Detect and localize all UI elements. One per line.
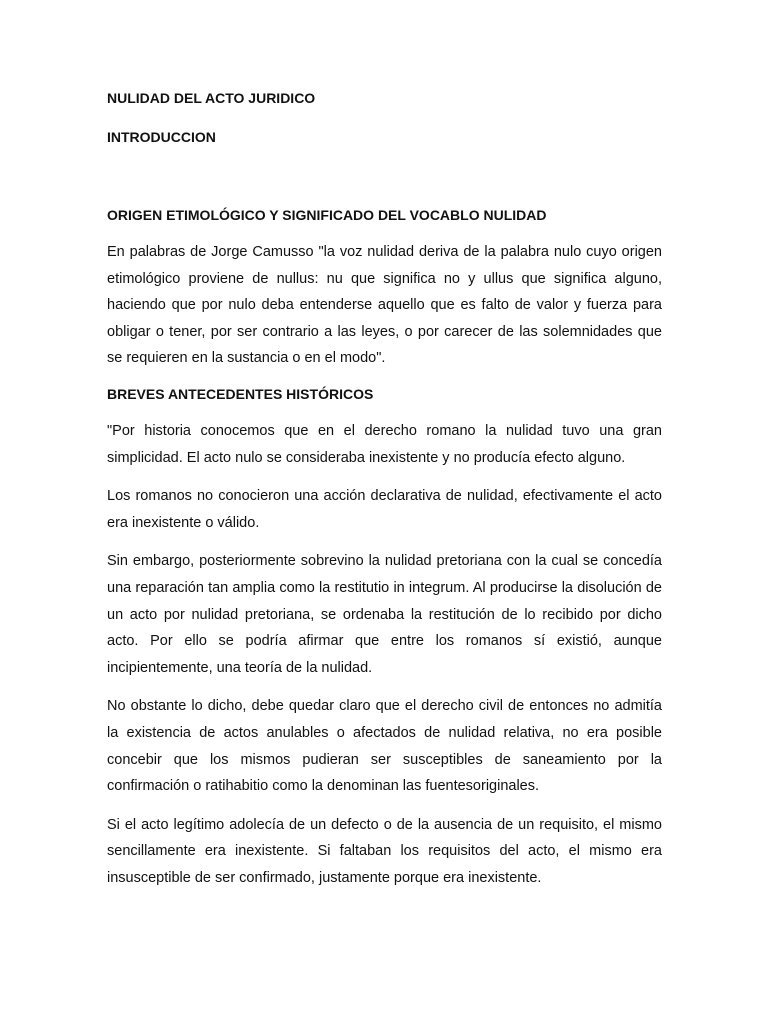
paragraph-origen: En palabras de Jorge Camusso "la voz nulidad deriva de la palabra nulo cuyo origen etimológico proviene de nullus: nu que significa no y ullus que significa alguno, haciendo que por nulo deba entenderse aquello que es falto de valor y fuerza para obligar o tener, por ser contrario a las leyes, o por carecer de las solemnidades que se requieren en la sustancia o en el modo". [107, 244, 662, 367]
section-heading-antecedentes: BREVES ANTECEDENTES HISTÓRICOS [107, 385, 374, 402]
paragraph-romanos: Los romanos no conocieron una acción declarativa de nulidad, efectivamente el acto era inexistente o válido. [107, 488, 662, 531]
paragraph-derecho-civil: No obstante lo dicho, debe quedar claro que el derecho civil de entonces no admitía la existencia de actos anulables o afectados de nulidad relativa, no era posible concebir que los mismos pudieran ser susceptibles de saneamiento por la confirmación o ratihabitio como la denominan las fuentesoriginales. [107, 698, 662, 795]
section-heading-origen: ORIGEN ETIMOLÓGICO Y SIGNIFICADO DEL VOCABLO NULIDAD [107, 207, 547, 223]
intro-heading: INTRODUCCION [107, 129, 216, 145]
paragraph-acto-legitimo: Si el acto legítimo adolecía de un defecto o de la ausencia de un requisito, el mismo sencillamente era inexistente. Si faltaban los requisitos del acto, el mismo era insusceptible de ser confirmado, justamente porque era inexistente. [107, 816, 662, 886]
paragraph-pretoriana: Sin embargo, posteriormente sobrevino la nulidad pretoriana con la cual se concedía una reparación tan amplia como la restitutio in integrum. Al producirse la disolución de un acto por nulidad pretoriana, se ordenaba la restitución de lo recibido por dicho acto. Por ello se podría afirmar que entre los romanos sí existió, aunque incipientemente, una teoría de la nulidad. [107, 553, 662, 676]
document-page [107, 88, 662, 903]
document-title: NULIDAD DEL ACTO JURIDICO [107, 90, 316, 106]
paragraph-historia: "Por historia conocemos que en el derecho romano la nulidad tuvo una gran simplicidad. El acto nulo se consideraba inexistente y no producía efecto alguno. [107, 422, 662, 466]
